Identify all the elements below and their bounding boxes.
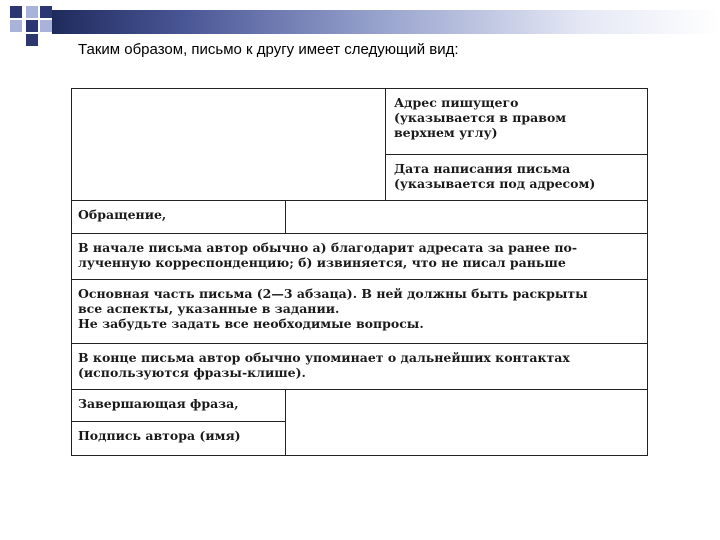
decor-square bbox=[26, 34, 38, 46]
table-divider bbox=[72, 421, 285, 422]
main-body: Основная часть письма (2—3 абзаца). В ней должны быть раскрыты все аспекты, указанные в задании. Не забудьте задать все необходимые вопросы. bbox=[78, 286, 588, 331]
decor-square bbox=[26, 6, 38, 18]
closing-contacts: В конце письма автор обычно упоминает о дальнейших контактах (используются фразы-клише). bbox=[78, 350, 570, 380]
table-divider bbox=[385, 89, 386, 201]
decor-square bbox=[26, 20, 38, 32]
signature: Подпись автора (имя) bbox=[78, 428, 241, 443]
closing-phrase: Завершающая фраза, bbox=[78, 396, 239, 411]
table-divider bbox=[72, 233, 647, 234]
table-divider bbox=[285, 389, 286, 455]
decor-square bbox=[10, 6, 22, 18]
slide-caption: Таким образом, письмо к другу имеет следующий вид: bbox=[78, 41, 459, 58]
greeting: Обращение, bbox=[78, 207, 167, 222]
table-divider bbox=[72, 389, 647, 390]
letter-template-table bbox=[71, 88, 648, 456]
letter-date: Дата написания письма (указывается под адресом) bbox=[394, 161, 596, 191]
table-divider bbox=[72, 279, 647, 280]
table-divider bbox=[385, 154, 647, 155]
table-divider bbox=[72, 343, 647, 344]
table-divider bbox=[285, 200, 286, 233]
decor-square bbox=[40, 6, 52, 18]
decor-square bbox=[40, 20, 52, 32]
header-gradient-bar bbox=[52, 10, 720, 34]
opening-paragraph: В начале письма автор обычно а) благодарит адресата за ранее по- лученную корреспонденцию; б) извиняется, что не писал раньше bbox=[78, 240, 578, 270]
sender-address: Адрес пишущего (указывается в правом верхнем углу) bbox=[394, 95, 567, 140]
decor-square bbox=[10, 20, 22, 32]
